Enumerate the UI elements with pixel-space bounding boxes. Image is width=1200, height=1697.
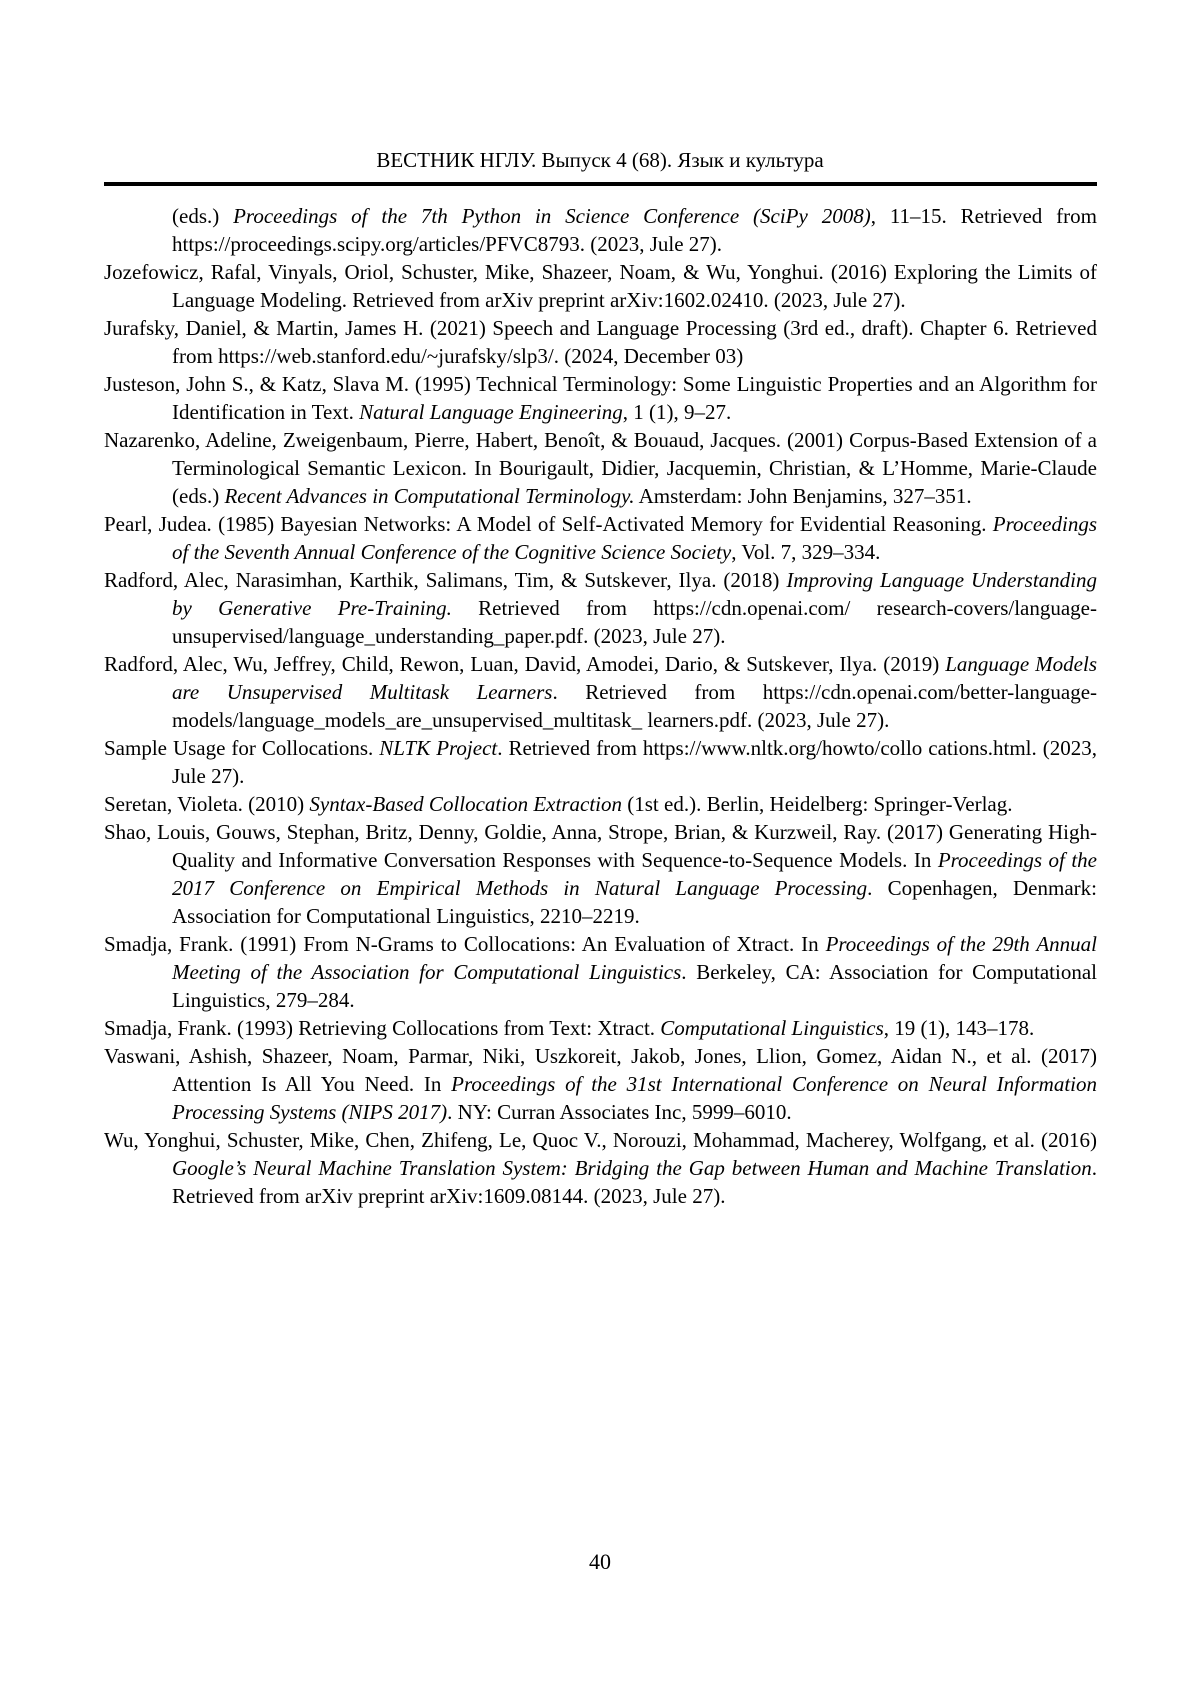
- reference-italic-title: Natural Language Engineering: [359, 400, 623, 424]
- reference-italic-title: Improving Language Understanding by Generative Pre-Training.: [172, 568, 1097, 620]
- reference-italic-title: Proceedings of the 7th Python in Science Conference (SciPy 2008): [233, 204, 871, 228]
- reference-entry: [104, 370, 1097, 426]
- reference-text: , 19 (1), 143–178.: [883, 1016, 1035, 1040]
- reference-entry: [104, 426, 1097, 510]
- reference-text: Shao, Louis, Gouws, Stephan, Britz, Denny, Goldie, Anna, Strope, Brian, & Kurzweil, Ray. (2017) Generating High-Quality and Informative Conversation Responses with Sequence-to-Sequence Models. In: [104, 820, 1097, 872]
- references-list: [104, 202, 1097, 1210]
- reference-text: . Berkeley, CA: Association for Computational Linguistics, 279–284.: [172, 960, 1097, 1012]
- reference-text: Justeson, John S., & Katz, Slava M. (1995) Technical Terminology: Some Linguistic Properties and an Algorithm for Identification in Text.: [104, 372, 1097, 424]
- reference-text: Smadja, Frank. (1993) Retrieving Collocations from Text: Xtract.: [104, 1016, 661, 1040]
- reference-italic-title: Computational Linguistics: [660, 1016, 884, 1040]
- reference-entry: [104, 1014, 1097, 1042]
- reference-text: , 1 (1), 9–27.: [622, 400, 732, 424]
- reference-text: Amsterdam: John Benjamins, 327–351.: [634, 484, 972, 508]
- reference-entry: [104, 202, 1097, 258]
- reference-italic-title: Recent Advances in Computational Terminology.: [224, 484, 635, 508]
- reference-italic-title: Language Models are Unsupervised Multitask Learners: [172, 652, 1097, 704]
- reference-text: . Retrieved from arXiv preprint arXiv:1609.08144. (2023, Jule 27).: [172, 1156, 1097, 1208]
- reference-text: Radford, Alec, Narasimhan, Karthik, Salimans, Tim, & Sutskever, Ilya. (2018): [104, 568, 787, 592]
- reference-entry: [104, 258, 1097, 314]
- reference-text: (eds.): [172, 204, 234, 228]
- reference-italic-title: Syntax-Based Collocation Extraction: [309, 792, 622, 816]
- reference-text: . Retrieved from https://www.nltk.org/howto/collo cations.html. (2023, Jule 27).: [172, 736, 1097, 788]
- reference-italic-title: Google’s Neural Machine Translation System: Bridging the Gap between Human and Machine Translation: [172, 1156, 1092, 1180]
- reference-entry: [104, 930, 1097, 1014]
- journal-header-title: ВЕСТНИК НГЛУ. Выпуск 4 (68). Язык и культура: [376, 148, 824, 172]
- reference-text: Vaswani, Ashish, Shazeer, Noam, Parmar, Niki, Uszkoreit, Jakob, Jones, Llion, Gomez, Aidan N., et al. (2017) Attention Is All You Need. In: [104, 1044, 1097, 1096]
- reference-text: . NY: Curran Associates Inc, 5999–6010.: [447, 1100, 792, 1124]
- reference-text: Wu, Yonghui, Schuster, Mike, Chen, Zhifeng, Le, Quoc V., Norouzi, Mohammad, Macherey, Wolfgang, et al. (2016): [104, 1128, 1097, 1152]
- reference-text: Seretan, Violeta. (2010): [104, 792, 310, 816]
- header-rule: [104, 182, 1097, 186]
- reference-text: (1st ed.). Berlin, Heidelberg: Springer-Verlag.: [622, 792, 1013, 816]
- reference-italic-title: Proceedings of the Seventh Annual Conference of the Cognitive Science Society: [172, 512, 1097, 564]
- reference-text: Pearl, Judea. (1985) Bayesian Networks: A Model of Self-Activated Memory for Evidential Reasoning.: [104, 512, 993, 536]
- reference-italic-title: Proceedings of the 2017 Conference on Empirical Methods in Natural Language Processing: [172, 848, 1097, 900]
- reference-entry: [104, 650, 1097, 734]
- reference-text: Jozefowicz, Rafal, Vinyals, Oriol, Schuster, Mike, Shazeer, Noam, & Wu, Yonghui. (2016) Exploring the Limits of Language Modeling. Retrieved from arXiv preprint arXiv:1602.02410. (2023, Jule 27).: [104, 260, 1097, 312]
- reference-text: Nazarenko, Adeline, Zweigenbaum, Pierre, Habert, Benoît, & Bouaud, Jacques. (2001) Corpus-Based Extension of a Terminological Semantic Lexicon. In Bourigault, Didier, Jacquemin, Christian, & L’Homme, Marie-Claude (eds.): [104, 428, 1097, 508]
- reference-italic-title: Proceedings of the 31st International Conference on Neural Information Processing Systems (NIPS 2017): [172, 1072, 1098, 1124]
- reference-text: Retrieved from https://cdn.openai.com/ research-covers/language-unsupervised/language_understanding_paper.pdf. (2023, Jule 27).: [172, 596, 1097, 648]
- reference-entry: [104, 510, 1097, 566]
- reference-text: . Copenhagen, Denmark: Association for Computational Linguistics, 2210–2219.: [172, 876, 1097, 928]
- reference-entry: [104, 790, 1097, 818]
- reference-entry: [104, 1126, 1097, 1210]
- reference-entry: [104, 566, 1097, 650]
- reference-italic-title: NLTK Project: [379, 736, 498, 760]
- reference-text: Sample Usage for Collocations.: [104, 736, 380, 760]
- reference-text: Smadja, Frank. (1991) From N-Grams to Collocations: An Evaluation of Xtract. In: [104, 932, 826, 956]
- reference-entry: [104, 734, 1097, 790]
- page-number: 40: [589, 1549, 611, 1574]
- reference-text: . Retrieved from https://cdn.openai.com/better-language-models/language_models_are_unsupervised_multitask_ learners.pdf. (2023, Jule 27).: [172, 680, 1098, 732]
- reference-text: Jurafsky, Daniel, & Martin, James H. (2021) Speech and Language Processing (3rd ed., draft). Chapter 6. Retrieved from https://web.stanford.edu/~jurafsky/slp3/. (2024, December 03): [104, 316, 1097, 368]
- reference-entry: [104, 818, 1097, 930]
- reference-entry: [104, 1042, 1097, 1126]
- reference-text: , Vol. 7, 329–334.: [731, 540, 881, 564]
- reference-text: , 11–15. Retrieved from https://proceedings.scipy.org/articles/PFVC8793. (2023, Jule 27).: [172, 204, 1097, 256]
- reference-text: Radford, Alec, Wu, Jeffrey, Child, Rewon, Luan, David, Amodei, Dario, & Sutskever, Ilya. (2019): [104, 652, 946, 676]
- reference-entry: [104, 314, 1097, 370]
- reference-italic-title: Proceedings of the 29th Annual Meeting of the Association for Computational Linguistics: [172, 932, 1097, 984]
